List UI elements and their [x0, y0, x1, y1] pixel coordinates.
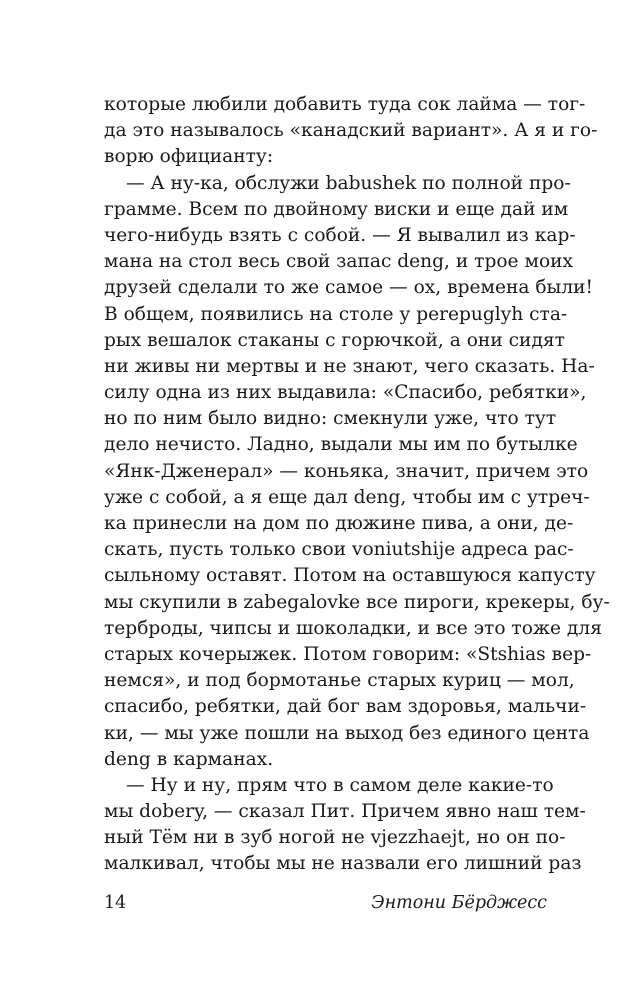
text-line: уже с собой, а я еще дал deng, чтобы им с утреч-: [104, 486, 590, 508]
body-text: [104, 92, 610, 878]
text-line: малкивал, чтобы мы не назвали его лишний раз: [104, 853, 582, 875]
text-line: ки, — мы уже пошли на выход без единого цента: [104, 722, 590, 744]
text-line: deng в карманах.: [104, 748, 274, 770]
text-line: скать, пусть только свои voniutshije адреса рас-: [104, 539, 574, 561]
text-line: — А ну-ка, обслужи babushek по полной про-: [126, 172, 571, 194]
text-line: но по ним было видно: смекнули уже, что тут: [104, 408, 557, 430]
text-line: рых вешалок стаканы с горючкой, а они сидят: [104, 329, 565, 351]
text-line: терброды, чипсы и шоколадки, и все это тоже для: [104, 617, 602, 639]
page-number: 14: [104, 893, 127, 913]
text-line: спасибо, ребятки, дай бог вам здоровья, мальчи-: [104, 696, 587, 718]
text-line: которые любили добавить туда сок лайма — тог-: [104, 94, 586, 115]
text-line: ка принесли на дом по дюжине пива, а они, де-: [104, 513, 574, 534]
text-line: мы скупили в zabegalovke все пироги, крекеры, бу-: [104, 591, 610, 613]
text-line: «Янк-Дженерал» — коньяка, значит, причем это: [104, 460, 589, 482]
text-line: немся», и под бормотанье старых куриц — мол,: [104, 670, 575, 692]
text-line: дело нечисто. Ладно, выдали мы им по бутылке: [104, 434, 578, 456]
text-line: — Ну и ну, прям что в самом деле какие-то: [126, 774, 554, 796]
text-line: силу одна из них выдавила: «Спасибо, ребятки»,: [104, 382, 587, 404]
text-line: ный Тём ни в зуб ногой не vjezzhaejt, но он по-: [104, 827, 566, 849]
text-line: друзей сделали то же самое — ох, времена были!: [104, 277, 594, 299]
text-line: старых кочерыжек. Потом говорим: «Stshias вер-: [104, 643, 592, 665]
text-line: да это называлось «канадский вариант». А я и го-: [104, 120, 598, 142]
text-line: грамме. Всем по двойному виски и еще дай им: [104, 198, 569, 220]
text-line: сыльному оставят. Потом на оставшуюся капусту: [104, 565, 596, 587]
text-line: ворю официанту:: [104, 146, 274, 168]
page-footer: [104, 890, 547, 916]
text-line: В общем, появились на столе у perepuglyh ста-: [104, 303, 568, 325]
running-footer-author: Энтони Бёрджесс: [371, 893, 547, 913]
text-line: мана на стол весь свой запас deng, и трое моих: [104, 251, 574, 273]
text-line: ни живы ни мертвы и не знают, чего сказать. На-: [104, 355, 595, 377]
text-line: мы dobery, — сказал Пит. Причем явно наш тем-: [104, 801, 586, 823]
text-line: чего-нибудь взять с собой. — Я вывалил из кар-: [104, 224, 576, 246]
